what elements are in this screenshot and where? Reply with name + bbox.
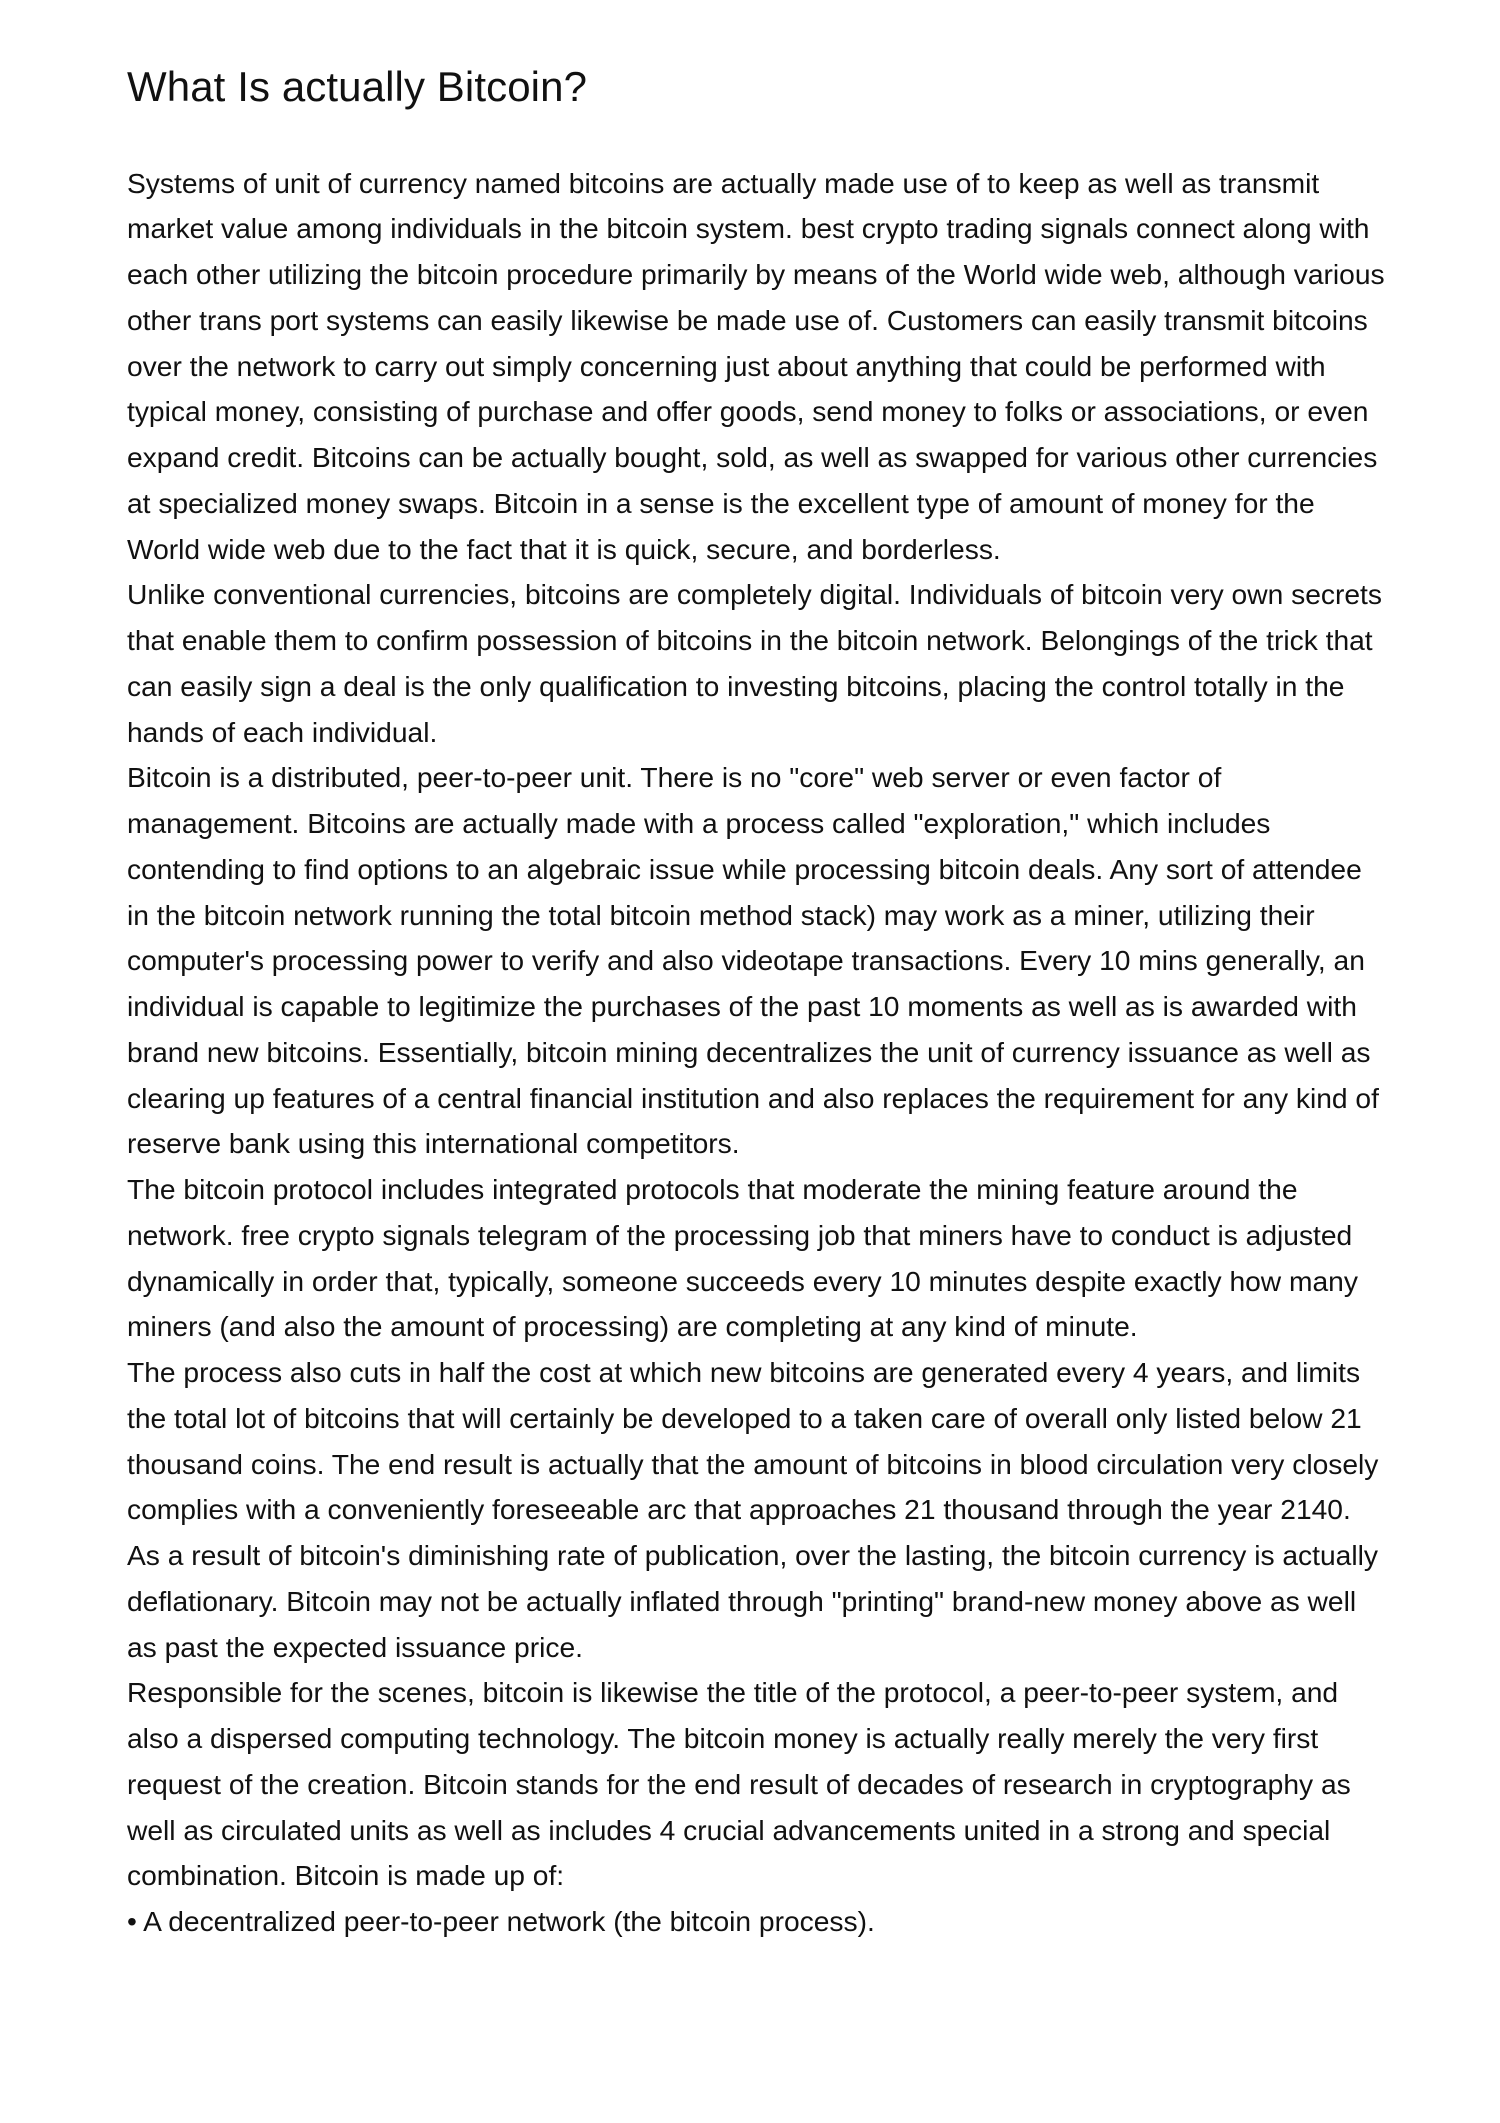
bullet-item-network: • A decentralized peer-to-peer network (the bitcoin process). <box>127 1905 875 1938</box>
document-title: What Is actually Bitcoin? <box>127 63 588 110</box>
document-body <box>127 161 1387 1945</box>
paragraph-issuance-deflation: The process also cuts in half the cost at which new bitcoins are generated every 4 years, and limits the total lot of bitcoins that will certainly be developed to a taken care of overall only listed below 21 thousand coins. The end result is actually that the amount of bitcoins in blood circulation very closely complies with a conveniently foreseeable arc that approaches 21 thousand through the year 2140. As a result of bitcoin's diminishing rate of publication, over the lasting, the bitcoin currency is actually deflationary. Bitcoin may not be actually inflated through "printing" brand-new money above as well as past the expected issuance price. <box>127 1356 1379 1663</box>
document-page <box>127 60 1387 1945</box>
paragraph-mining-peer-to-peer: Bitcoin is a distributed, peer-to-peer unit. There is no "core" web server or even factor of management. Bitcoins are actually made with a process called "exploration," which includes contending to find options to an algebraic issue while processing bitcoin deals. Any sort of attendee in the bitcoin network running the total bitcoin method stack) may work as a miner, utilizing their computer's processing power to verify and also videotape transactions. Every 10 mins generally, an individual is capable to legitimize the purchases of the past 10 moments as well as is awarded with brand new bitcoins. Essentially, bitcoin mining decentralizes the unit of currency issuance as well as clearing up features of a central financial institution and also replaces the requirement for any kind of reserve bank using this international competitors. <box>127 761 1379 1160</box>
paragraph-what-bitcoins-are: Systems of unit of currency named bitcoins are actually made use of to keep as well as transmit market value among individuals in the bitcoin system. best crypto trading signals connect along with each other utilizing the bitcoin procedure primarily by means of the World wide web, although various other trans port systems can easily likewise be made use of. Customers can easily transmit bitcoins over the network to carry out simply concerning just about anything that could be performed with typical money, consisting of purchase and offer goods, send money to folks or associations, or even expand credit. Bitcoins can be actually bought, sold, as well as swapped for various other currencies at specialized money swaps. Bitcoin in a sense is the excellent type of amount of money for the World wide web due to the fact that it is quick, secure, and borderless. <box>127 166 1385 565</box>
paragraph-behind-the-scenes: Responsible for the scenes, bitcoin is likewise the title of the protocol, a peer-to-peer system, and also a dispersed computing technology. The bitcoin money is actually really merely the very first request of the creation. Bitcoin stands for the end result of decades of research in cryptography as well as circulated units as well as includes 4 crucial advancements united in a strong and special combination. Bitcoin is made up of: <box>127 1676 1351 1892</box>
paragraph-protocol-difficulty: The bitcoin protocol includes integrated protocols that moderate the mining feature around the network. free crypto signals telegram of the processing job that miners have to conduct is adjusted dynamically in order that, typically, someone succeeds every 10 minutes despite exactly how many miners (and also the amount of processing) are completing at any kind of minute. <box>127 1173 1358 1343</box>
paragraph-digital-currency: Unlike conventional currencies, bitcoins are completely digital. Individuals of bitcoin very own secrets that enable them to confirm possession of bitcoins in the bitcoin network. Belongings of the trick that can easily sign a deal is the only qualification to investing bitcoins, placing the control totally in the hands of each individual. <box>127 578 1382 748</box>
